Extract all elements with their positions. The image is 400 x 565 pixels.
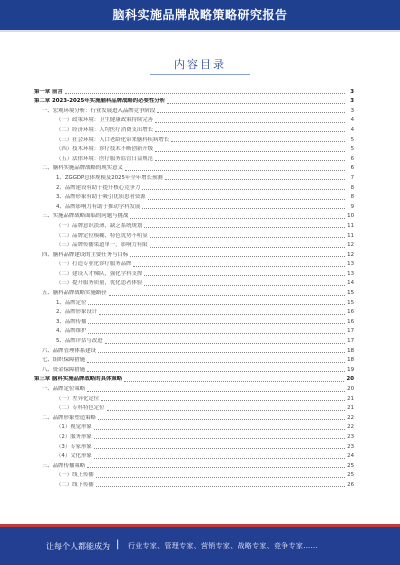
toc-entry-page: 21 — [347, 395, 354, 402]
toc-leader-dots — [155, 122, 345, 123]
toc-leader-dots — [157, 112, 345, 113]
toc-entry[interactable] — [34, 105, 354, 115]
toc-entry-text: 第二章 2023-2025年实施脑科品牌战略的必要性分析 — [34, 98, 166, 105]
toc-entry-page: 13 — [347, 270, 354, 277]
toc-leader-dots — [142, 189, 345, 190]
toc-entry-page: 18 — [347, 347, 354, 354]
toc-entry-page: 25 — [347, 462, 354, 469]
toc-entry-page: 20 — [347, 386, 354, 392]
toc-entry[interactable] — [34, 355, 354, 365]
toc-entry-page: 21 — [347, 405, 354, 412]
toc-entry-page: 3 — [350, 107, 354, 114]
toc-entry-page: 23 — [347, 443, 354, 450]
toc-entry-text: 二、品牌形象塑造策略 — [42, 414, 96, 421]
toc-entry-page: 15 — [347, 299, 354, 306]
toc-entry[interactable] — [34, 259, 354, 269]
toc-leader-dots — [88, 323, 345, 324]
toc-leader-dots — [155, 131, 345, 132]
toc-leader-dots — [87, 371, 345, 372]
toc-entry[interactable] — [34, 287, 354, 297]
toc-leader-dots — [144, 275, 345, 276]
toc-leader-dots — [88, 304, 345, 305]
toc-entry[interactable] — [34, 297, 354, 307]
toc-leader-dots — [150, 237, 345, 238]
toc-leader-dots — [125, 170, 345, 171]
footer-banner — [0, 527, 400, 565]
toc-entry[interactable] — [34, 326, 354, 336]
toc-entry-text: （三）品牌传播渠道单一，影响力有限 — [56, 242, 148, 249]
toc-entry-text: 一、品牌定位策略 — [42, 386, 86, 392]
toc-entry-text: 2、品牌建设有助于提升核心竞争力 — [56, 184, 141, 191]
toc-entry[interactable] — [34, 278, 354, 288]
toc-entry-page: 17 — [347, 328, 354, 335]
report-title: 脑科实施品牌战略策略研究报告 — [112, 8, 288, 22]
toc-entry[interactable] — [34, 201, 354, 211]
toc-entry-page: 19 — [347, 366, 354, 373]
toc-entry[interactable] — [34, 192, 354, 202]
toc-entry[interactable] — [34, 124, 354, 134]
toc-entry[interactable] — [34, 230, 354, 240]
toc-leader-dots — [98, 419, 345, 420]
toc-entry-text: （二）线下传播 — [56, 481, 94, 488]
toc-leader-dots — [124, 381, 344, 382]
toc-entry-text: （4）文化形象 — [56, 453, 92, 460]
toc-entry-text: （五）法律环境：医疗服务监管日益规范 — [56, 155, 154, 162]
toc-entry-text: （一）差异化定位 — [56, 395, 100, 402]
toc-entry-text: 三、品牌传播策略 — [42, 462, 86, 469]
toc-entry-page: 4 — [350, 126, 354, 133]
toc-leader-dots — [87, 391, 345, 392]
toc-leader-dots — [167, 103, 345, 104]
toc-title-rule — [150, 74, 250, 75]
toc-leader-dots — [165, 179, 345, 180]
toc-entry-page: 10 — [347, 213, 354, 220]
toc-entry-text: 1、品牌定位 — [56, 299, 87, 306]
toc-entry[interactable] — [34, 451, 354, 461]
toc-leader-dots — [130, 256, 345, 257]
toc-entry-page: 12 — [347, 251, 354, 258]
toc-leader-dots — [94, 429, 345, 430]
toc-entry-page: 22 — [347, 414, 354, 421]
toc-entry-text: 六、品牌管理体系建设 — [42, 347, 96, 354]
toc-entry-page: 3 — [350, 98, 354, 105]
toc-leader-dots — [96, 477, 345, 478]
toc-leader-dots — [96, 486, 345, 487]
toc-entry-page: 11 — [347, 222, 354, 229]
toc-entry-page: 5 — [350, 146, 354, 153]
toc-entry[interactable] — [34, 403, 354, 413]
toc-entry[interactable] — [34, 470, 354, 480]
toc-entry-page: 6 — [350, 155, 354, 162]
toc-entry[interactable] — [34, 249, 354, 259]
toc-entry-text: 四、脑科品牌建设的主要任务与目标 — [42, 251, 129, 258]
toc-title: 内容目录 — [174, 58, 226, 71]
toc-entry-page: 16 — [347, 309, 354, 316]
toc-entry-page: 9 — [350, 203, 354, 210]
toc-leader-dots — [171, 141, 345, 142]
toc-entry[interactable] — [34, 163, 354, 173]
toc-entry-page: 23 — [347, 433, 354, 440]
toc-entry-text: 二、脑科实施品牌战略的现实意义 — [42, 165, 123, 172]
toc-entry[interactable] — [34, 316, 354, 326]
toc-leader-dots — [105, 343, 345, 344]
toc-leader-dots — [150, 247, 345, 248]
toc-entry[interactable] — [34, 460, 354, 470]
toc-entry-page: 14 — [347, 280, 354, 287]
toc-entry[interactable] — [34, 307, 354, 317]
footer-slogan-left: 让每个人都能成为 — [46, 542, 110, 551]
toc-entry-text: （四）技术环境：诊疗技术不断创新升级 — [56, 146, 154, 153]
toc-entry-page: 8 — [350, 194, 354, 201]
toc-entry-page: 5 — [350, 136, 354, 143]
toc-entry-text: 2、品牌形象设计 — [56, 309, 98, 316]
toc-entry-text: 七、组织保障措施 — [42, 357, 86, 364]
toc-entry-page: 3 — [350, 88, 354, 95]
toc-entry-text: （3）专家形象 — [56, 443, 92, 450]
toc-entry-text: （一）打造专业化诊疗服务品牌 — [56, 261, 132, 268]
toc-leader-dots — [99, 314, 345, 315]
footer-slogan-right: 行业专家、管理专家、营销专家、战略专家、竞争专家…… — [128, 542, 318, 550]
toc-entry-text: （2）服务形象 — [56, 433, 92, 440]
toc-entry-page: 11 — [347, 232, 354, 239]
toc-entry-text: （1）视觉形象 — [56, 424, 92, 431]
toc-leader-dots — [144, 227, 345, 228]
toc-entry-text: 第一章 前言 — [34, 88, 63, 95]
toc-leader-dots — [133, 266, 345, 267]
toc-entry-text: 八、资金保障措施 — [42, 366, 86, 373]
toc-entry[interactable] — [34, 240, 354, 250]
toc-entry-text: （一）品牌意识淡薄，缺乏系统规划 — [56, 222, 143, 229]
toc-entry[interactable] — [34, 479, 354, 489]
toc-entry-text: 第三章 脑科实施品牌战略的具体策略 — [34, 376, 123, 383]
toc-entry-page: 18 — [347, 357, 354, 364]
toc-entry-text: 4、品牌影响力有助于推动学科发展 — [56, 203, 141, 210]
toc-entry[interactable] — [34, 172, 354, 182]
toc-entry[interactable] — [34, 422, 354, 432]
table-of-contents — [34, 86, 354, 489]
header-divider — [0, 30, 400, 32]
toc-entry[interactable] — [34, 182, 354, 192]
toc-entry[interactable] — [34, 335, 354, 345]
toc-entry-page: 20 — [346, 376, 354, 383]
toc-entry-page: 7 — [350, 174, 354, 181]
toc-entry-page: 26 — [347, 481, 354, 488]
toc-entry-text: 一、宏观环境分析：行业发展进入品牌竞争阶段 — [42, 107, 156, 114]
toc-entry-text: （一）线上传播 — [56, 472, 94, 479]
toc-entry[interactable] — [34, 374, 354, 384]
toc-entry[interactable] — [34, 86, 354, 96]
toc-entry-page: 24 — [347, 453, 354, 460]
toc-entry[interactable] — [34, 96, 354, 106]
toc-entry[interactable] — [34, 431, 354, 441]
toc-entry[interactable] — [34, 211, 354, 221]
toc-leader-dots — [101, 400, 345, 401]
toc-entry-text: 五、脑科品牌战略实施路径 — [42, 290, 107, 297]
toc-leader-dots — [65, 93, 345, 94]
report-header — [0, 0, 400, 30]
toc-leader-dots — [94, 438, 345, 439]
toc-leader-dots — [107, 410, 345, 411]
toc-entry[interactable] — [34, 345, 354, 355]
toc-entry[interactable] — [34, 153, 354, 163]
toc-entry-page: 13 — [347, 261, 354, 268]
toc-leader-dots — [87, 467, 345, 468]
toc-entry-text: （二）建设人才梯队，强化学科支撑 — [56, 270, 143, 277]
toc-entry-page: 12 — [347, 242, 354, 249]
toc-leader-dots — [94, 458, 345, 459]
toc-entry[interactable] — [34, 364, 354, 374]
toc-entry-page: 17 — [347, 338, 354, 345]
toc-leader-dots — [98, 352, 345, 353]
toc-entry-text: 三、实施品牌战略面临的问题与挑战 — [42, 213, 129, 220]
toc-entry-page: 4 — [350, 117, 354, 124]
toc-entry-text: 1、ZGGDP总体规模及2025年全年增长预测 — [56, 174, 163, 181]
toc-entry[interactable] — [34, 144, 354, 154]
toc-leader-dots — [148, 199, 345, 200]
toc-entry-text: （二）专科特色定位 — [56, 405, 105, 412]
toc-entry-page: 15 — [347, 290, 354, 297]
toc-leader-dots — [87, 362, 345, 363]
toc-leader-dots — [144, 285, 345, 286]
toc-leader-dots — [109, 295, 345, 296]
toc-entry[interactable] — [34, 115, 354, 125]
toc-entry[interactable] — [34, 393, 354, 403]
toc-entry-text: 5、品牌评估与改进 — [56, 338, 103, 345]
toc-entry-text: （三）社会环境：人口老龄化带来脑科疾病增长 — [56, 136, 170, 143]
footer-separator: | — [116, 539, 120, 550]
toc-entry[interactable] — [34, 134, 354, 144]
toc-entry-text: 4、品牌维护 — [56, 328, 87, 335]
toc-leader-dots — [94, 448, 345, 449]
toc-leader-dots — [142, 208, 345, 209]
toc-entry-page: 6 — [350, 165, 354, 172]
toc-leader-dots — [88, 333, 345, 334]
toc-entry[interactable] — [34, 412, 354, 422]
toc-entry-text: （二）品牌定位模糊，特色优势不明显 — [56, 232, 148, 239]
toc-entry-text: 3、品牌传播 — [56, 318, 87, 325]
toc-leader-dots — [155, 151, 345, 152]
toc-entry[interactable] — [34, 220, 354, 230]
toc-entry-page: 22 — [347, 424, 354, 431]
toc-entry-text: （二）经济环境：人均医疗消费支出增长 — [56, 126, 154, 133]
toc-leader-dots — [155, 160, 345, 161]
toc-entry[interactable] — [34, 383, 354, 393]
toc-entry[interactable] — [34, 268, 354, 278]
toc-entry-page: 16 — [347, 318, 354, 325]
toc-entry-page: 8 — [350, 184, 354, 191]
toc-entry-text: （一）政策环境：卫生健康政策持续完善 — [56, 117, 154, 124]
toc-leader-dots — [130, 218, 345, 219]
toc-entry[interactable] — [34, 441, 354, 451]
toc-entry-text: （三）提升服务质量，优化患者体验 — [56, 280, 143, 287]
toc-entry-text: 3、品牌形象有助于吸引优质患者资源 — [56, 194, 146, 201]
toc-entry-page: 25 — [347, 472, 354, 479]
